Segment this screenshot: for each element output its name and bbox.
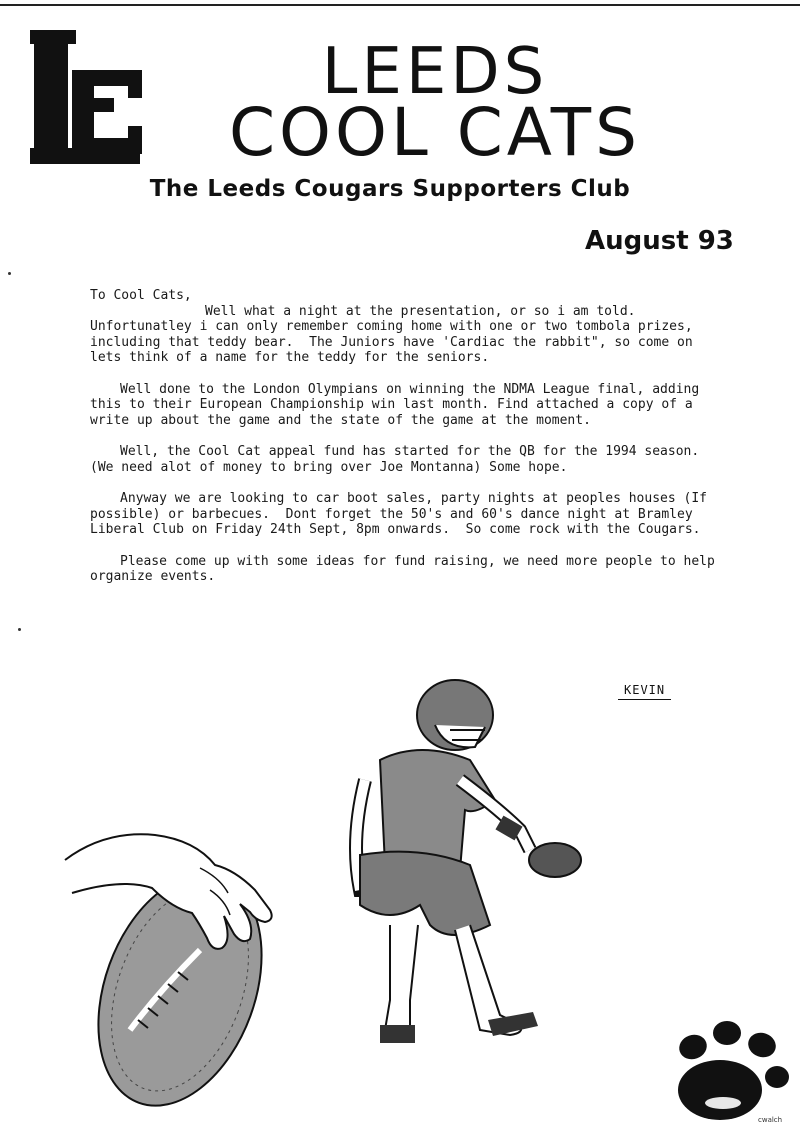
letter-body: [90, 288, 723, 601]
letter-paragraph: Well, the Cool Cat appeal fund has started for the QB for the 1994 season. (We need alot of money to bring over Joe Montanna) Some hope.: [90, 444, 708, 475]
corner-mark: cwalch: [758, 1116, 783, 1124]
paw-print-icon: [665, 1015, 795, 1125]
letter-paragraph: Anyway we are looking to car boot sales, party nights at peoples houses (If possible) or barbecues. Dont forget the 50's and 60's dance night at Bramley Liberal Club on Friday 24th Sept, 8pm onwards. So come rock with the Cougars.: [90, 491, 715, 537]
scan-speck: [18, 628, 21, 631]
football-in-hand-icon: [60, 820, 320, 1120]
page-subtitle: The Leeds Cougars Supporters Club: [149, 176, 631, 202]
letter-paragraph: Please come up with some ideas for fund raising, we need more people to help organize events.: [90, 553, 723, 584]
page-title-line-1: LEEDS: [321, 35, 549, 109]
letter-paragraph: Well done to the London Olympians on winning the NDMA League final, adding this to their European Championship win last month. Find attached a copy of a write up about the game and the state of the game at the moment.: [90, 381, 708, 428]
signature: KEVIN: [618, 683, 671, 700]
scan-edge-line: [0, 4, 800, 6]
letter-greeting: To Cool Cats,: [90, 288, 192, 303]
club-logo-icon: [30, 30, 148, 166]
scan-speck: [8, 272, 11, 275]
page-title-line-2: COOL CATS: [228, 94, 642, 171]
issue-date: August 93: [585, 226, 734, 256]
football-player-icon: [340, 670, 600, 1070]
letter-paragraph: Well what a night at the presentation, or so i am told. Unfortunatley i can only remember coming home with one or two tombola prizes, including that teddy bear. The Juniors have 'Cardiac the rabbit", so come on lets think of a name for the teddy for the seniors.: [90, 303, 701, 365]
